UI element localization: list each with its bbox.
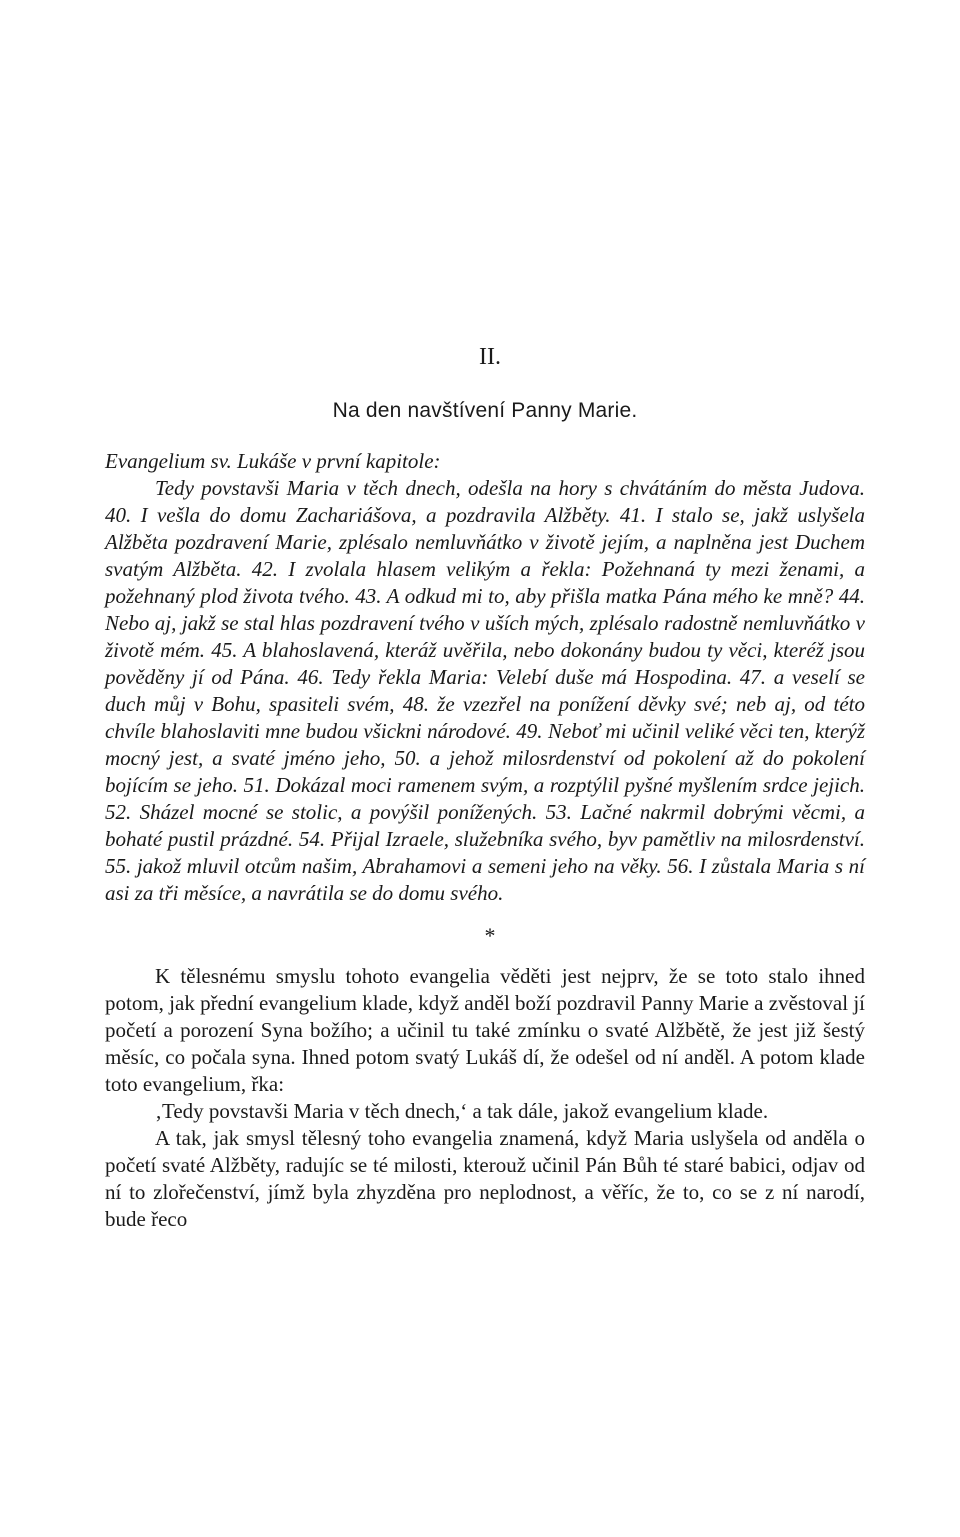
gospel-passage xyxy=(105,448,865,907)
chapter-title: Na den navštívení Panny Marie. xyxy=(332,399,638,422)
commentary xyxy=(105,963,865,1233)
book-page xyxy=(105,340,865,1233)
commentary-paragraph: K tělesnému smyslu tohoto evangelia věděti jest nejprv, že se toto stalo ihned potom, jak přední evangelium klade, když anděl boží pozdravil Panny Marie a zvěstoval jí početí a porození Syna božího; a učinil tu také zmínku o svaté Alžbětě, že jest již šestý měsíc, co počala syna. Ihned potom svatý Lukáš dí, že odešel od ní anděl. A potom klade toto evangelium, řka: xyxy=(105,964,865,1096)
commentary-paragraph: ‚Tedy povstavši Maria v těch dnech,‘ a tak dále, jakož evangelium klade. xyxy=(155,1099,769,1123)
gospel-intro: Evangelium sv. Lukáše v první kapitole: xyxy=(105,449,441,473)
chapter-number: II. xyxy=(479,344,501,370)
section-separator: * xyxy=(484,923,496,948)
commentary-paragraph: A tak, jak smysl tělesný toho evangelia znamená, když Maria uslyšela od anděla o početí svaté Alžběty, radujíc se té milosti, kterouž učinil Pán Bůh té staré babici, odjav od ní to zlořečenství, jímž byla zhyzděna pro neplodnost, a věříc, že to, co se z ní narodí, bude řeco xyxy=(105,1126,865,1231)
gospel-text: Tedy povstavši Maria v těch dnech, odešla na hory s chvátáním do města Judova. 40. I vešla do domu Zachariášova, a pozdravila Alžběty. 41. I stalo se, jakž uslyšela Alžběta pozdravení Marie, zplésalo nemluvňátko v životě jejím, a naplněna jest Duchem svatým Alžběta. 42. I zvolala hlasem velikým a řekla: Požehnaná ty mezi ženami, a požehnaný plod života tvého. 43. A odkud mi to, aby přišla matka Pána mého ke mně? 44. Nebo aj, jakž se stal hlas pozdravení tvého v uších mých, zplésalo radostně nemluvňátko v životě mém. 45. A blahoslavená, kteráž uvěřila, nebo dokonány budou ty věci, kteréž jsou pověděny jí od Pána. 46. Tedy řekla Maria: Velebí duše má Hospodina. 47. a veselí se duch můj v Bohu, spasiteli svém, 48. že vzezřel na ponížení děvky své; neb aj, od této chvíle blahoslaviti mne budou všickni národové. 49. Neboť mi učinil veliké věci ten, kterýž mocný jest, a svaté jméno jeho, 50. a jehož milosrdenství od pokolení až do pokolení bojícím se jeho. 51. Dokázal moci ramenem svým, a rozptýlil pyšné myšlením srdce jejich. 52. Sházel mocné se stolic, a povýšil ponížených. 53. Lačné nakrmil dobrými věcmi, a bohaté pustil prázdné. 54. Přijal Izraele, služebníka svého, byv pamětliv na milosrdenství. 55. jakož mluvil otcům našim, Abrahamovi a semeni jeho na věky. 56. I zůstala Maria s ní asi za tři měsíce, a navrátila se do domu svého. xyxy=(105,476,865,905)
